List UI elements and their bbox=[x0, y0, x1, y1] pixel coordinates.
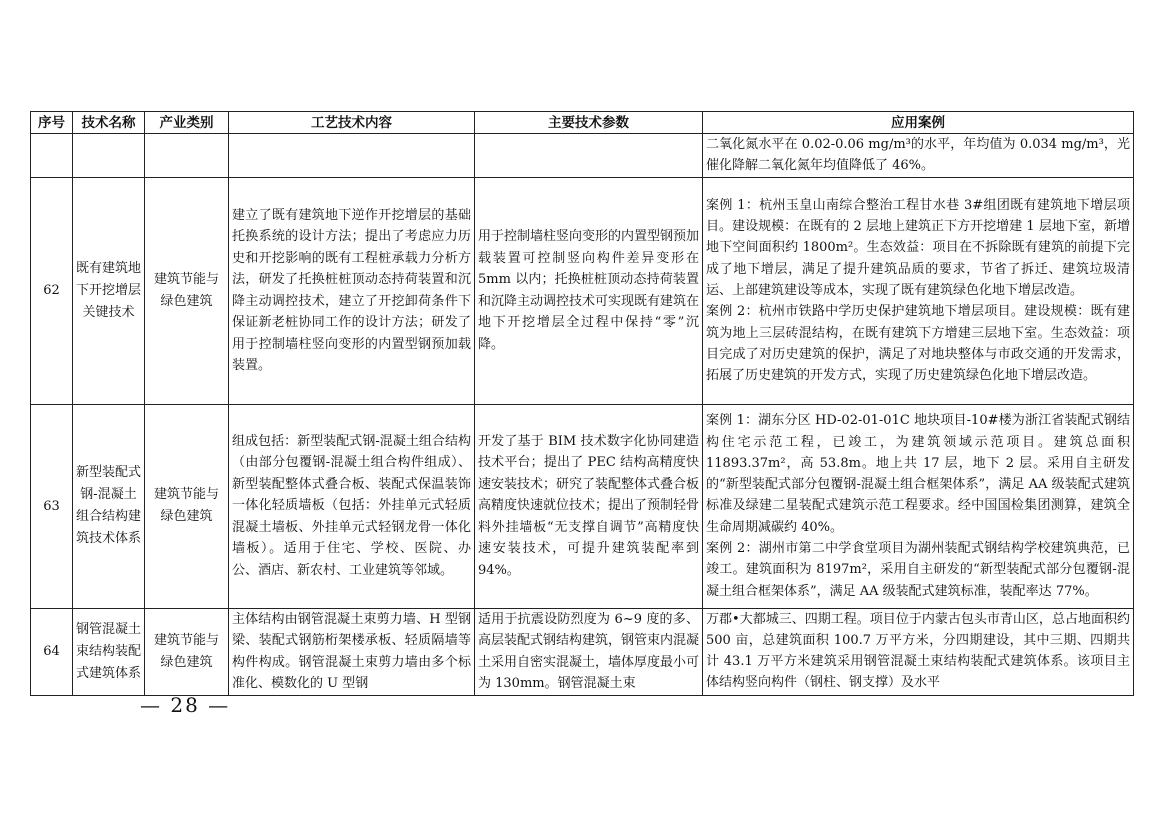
cell-seq bbox=[31, 134, 73, 178]
technology-table bbox=[30, 111, 1134, 696]
cell-params: 开发了基于 BIM 技术数字化协同建造技术平台；提出了 PEC 结构高精度快速安装技术；研究了装配整体式叠合板高精度快速就位技术；提出了预制轻骨料外挂墙板“无支撑自调节”高精度快速安装技术，可提升建筑装配率到 94%。 bbox=[475, 404, 703, 608]
cell-tech-name bbox=[73, 134, 145, 178]
cell-seq: 63 bbox=[31, 404, 73, 608]
table-row bbox=[31, 404, 1134, 608]
case-2-text: 案例 2：杭州市铁路中学历史保护建筑地下增层项目。建设规模：既有建筑为地上三层砖混结构，在既有建筑下方增建三层地下室。生态效益：项目完成了对历史建筑的保护，满足了对地块整体与市政交通的开发需求，拓展了历史建筑的开发方式，实现了历史建筑绿色化地下增层改造。 bbox=[706, 304, 1130, 384]
case-1-text: 案例 1：湖东分区 HD-02-01-01C 地块项目-10#楼为浙江省装配式钢结构住宅示范工程，已竣工，为建筑领域示范项目。建筑总面积 11893.37m²，高 53.8m。地上共 17 层，地下 2 层。采用自主研发的“新型装配式部分包覆钢-混凝土组合框架体系”，满足 AA 级装配式建筑标准及绿建二星装配式建筑示范工程要求。经中国国检集团测算，建筑全生命周期减碳约 40%。 bbox=[706, 413, 1130, 535]
cell-tech-name: 既有建筑地下开挖增层关键技术 bbox=[73, 177, 145, 404]
cell-seq: 62 bbox=[31, 177, 73, 404]
cell-category: 建筑节能与绿色建筑 bbox=[145, 404, 229, 608]
cell-process: 组成包括：新型装配式钢-混凝土组合结构（由部分包覆钢-混凝土组合构件组成）、新型装配整体式叠合板、装配式保温装饰一体化轻质墙板（包括：外挂单元式轻质混凝土墙板、外挂单元式轻钢龙骨一体化墙板）。适用于住宅、学校、医院、办公、酒店、新农村、工业建筑等邻域。 bbox=[229, 404, 475, 608]
header-category: 产业类别 bbox=[145, 112, 229, 134]
header-params: 主要技术参数 bbox=[475, 112, 703, 134]
cell-process: 主体结构由钢管混凝土束剪力墙、H 型钢梁、装配式钢筋桁架楼承板、轻质隔墙等构件构成。钢管混凝土束剪力墙由多个标准化、模数化的 U 型钢 bbox=[229, 608, 475, 695]
case-1-text: 案例 1：杭州玉皇山南综合整治工程甘水巷 3#组团既有建筑地下增层项目。建设规模：在既有的 2 层地上建筑正下方开挖增建 1 层地下室，新增地下空间面积约 1800m²。生态效益：项目在不拆除既有建筑的前提下完成了地下增层，满足了提升建筑品质的要求，节省了拆迁、建筑垃圾清运、上部建筑建设等成本，实现了既有建筑绿色化地下增层改造。 bbox=[706, 197, 1130, 298]
header-process: 工艺技术内容 bbox=[229, 112, 475, 134]
cell-tech-name: 钢管混凝土束结构装配式建筑体系 bbox=[73, 608, 145, 695]
cell-seq: 64 bbox=[31, 608, 73, 695]
table-header-row bbox=[31, 112, 1134, 134]
cell-case bbox=[703, 404, 1134, 608]
case-2-text: 案例 2：湖州市第二中学食堂项目为湖州装配式钢结构学校建筑典范，已竣工。建筑面积为 8197m²，采用自主研发的“新型装配式部分包覆钢-混凝土组合框架体系”，满足 AA 级装配式建筑标准，装配率达 77%。 bbox=[706, 541, 1130, 599]
header-cases: 应用案例 bbox=[703, 112, 1134, 134]
cell-category bbox=[145, 134, 229, 178]
cell-tech-name: 新型装配式钢-混凝土组合结构建筑技术体系 bbox=[73, 404, 145, 608]
cell-category: 建筑节能与绿色建筑 bbox=[145, 608, 229, 695]
case-1-text: 万郡•大都城三、四期工程。项目位于内蒙古包头市青山区，总占地面积约 500 亩，总建筑面积 100.7 万平方米，分四期建设，其中三期、四期共计 43.1 万平方米建筑采用钢管混凝土束结构装配式建筑体系。该项目主体结构竖向构件（钢柱、钢支撑）及水平 bbox=[706, 611, 1130, 691]
cell-params bbox=[475, 134, 703, 178]
page-number: — 28 — bbox=[140, 693, 231, 717]
header-seq: 序号 bbox=[31, 112, 73, 134]
cell-params: 用于控制墙柱竖向变形的内置型钢预加载装置可控制竖向构件差异变形在 5mm 以内；托换桩桩顶动态持荷装置和沉降主动调控技术可实现既有建筑在地下开挖增层全过程中保持“零”沉降。 bbox=[475, 177, 703, 404]
header-tech-name: 技术名称 bbox=[73, 112, 145, 134]
table-row-continuation bbox=[31, 134, 1134, 178]
cell-process: 建立了既有建筑地下逆作开挖增层的基础托换系统的设计方法；提出了考虑应力历史和开挖影响的既有工程桩承载力分析方法，研发了托换桩桩顶动态持荷装置和沉降主动调控技术，建立了开挖卸荷条件下保证新老桩协同工作的设计方法；研发了用于控制墙柱竖向变形的内置型钢预加载装置。 bbox=[229, 177, 475, 404]
cell-case: 二氧化氮水平在 0.02-0.06 mg/m³的水平，年均值为 0.034 mg/m³，光催化降解二氧化氮年均值降低了 46%。 bbox=[703, 134, 1134, 178]
cell-case bbox=[703, 608, 1134, 695]
cell-params: 适用于抗震设防烈度为 6~9 度的多、高层装配式钢结构建筑，钢管束内混凝土采用自密实混凝土，墙体厚度最小可为 130mm。钢管混凝土束 bbox=[475, 608, 703, 695]
table-row bbox=[31, 608, 1134, 695]
cell-process bbox=[229, 134, 475, 178]
cell-category: 建筑节能与绿色建筑 bbox=[145, 177, 229, 404]
cell-case bbox=[703, 177, 1134, 404]
table-row bbox=[31, 177, 1134, 404]
